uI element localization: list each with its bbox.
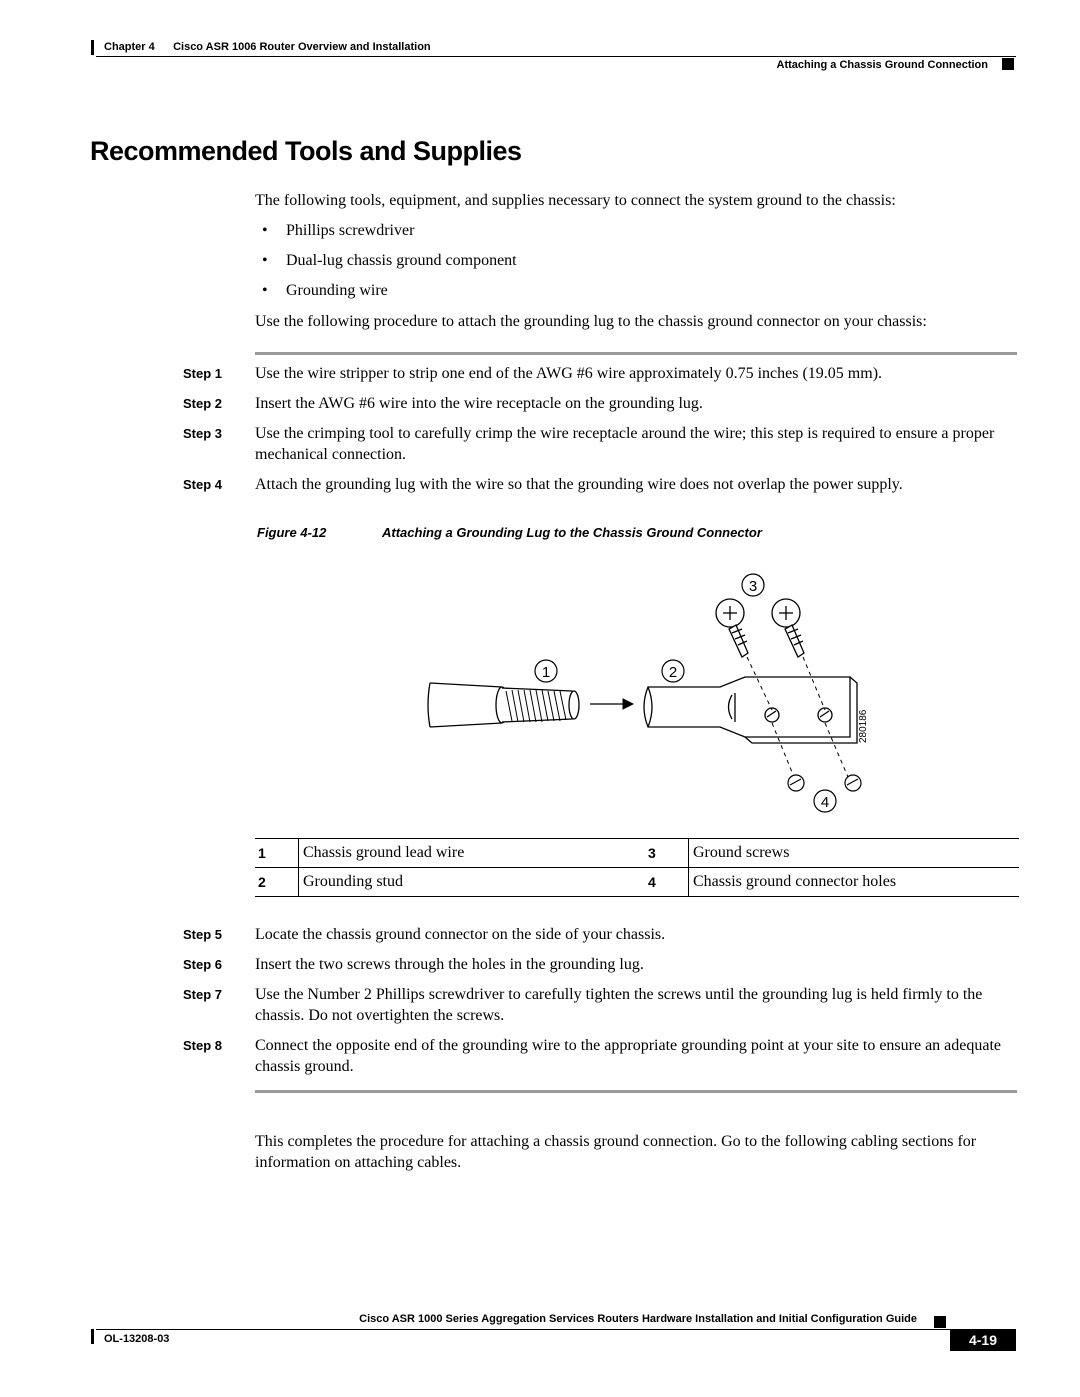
chapter-header: Chapter 4 Cisco ASR 1006 Router Overview and Installation bbox=[104, 41, 431, 53]
grounding-lug-illustration bbox=[420, 565, 880, 820]
ground-lead-wire bbox=[428, 683, 579, 727]
step-label: Step 5 bbox=[183, 927, 223, 942]
step-text: Insert the AWG #6 wire into the wire receptacle on the grounding lug. bbox=[255, 395, 703, 412]
legend-number: 4 bbox=[648, 874, 656, 890]
bullet-item: • Grounding wire bbox=[262, 282, 388, 299]
intro-paragraph: The following tools, equipment, and supplies necessary to connect the system ground to the chassis: bbox=[255, 192, 896, 209]
page-number: 4-19 bbox=[950, 1329, 1016, 1351]
footer-bar bbox=[91, 1329, 94, 1344]
figure-legend-table bbox=[255, 838, 1019, 897]
procedure-start-rule bbox=[255, 352, 1017, 355]
procedure-intro: Use the following procedure to attach the grounding lug to the chassis ground connector on your chassis: bbox=[255, 313, 927, 330]
legend-number: 3 bbox=[648, 845, 656, 861]
legend-label: Grounding stud bbox=[299, 868, 646, 897]
step-text: Connect the opposite end of the grounding wire to the appropriate grounding point at your site to ensure an adequate chassis ground. bbox=[255, 1037, 1002, 1075]
art-id: 280186 bbox=[858, 709, 869, 743]
legend-number: 2 bbox=[258, 874, 266, 890]
footer-rule bbox=[96, 1329, 1016, 1330]
step-label: Step 6 bbox=[183, 957, 223, 972]
footer-doc-number: OL-13208-03 bbox=[104, 1333, 170, 1345]
legend-label: Ground screws bbox=[689, 839, 1020, 868]
legend-label: Chassis ground connector holes bbox=[689, 868, 1020, 897]
table-row bbox=[255, 868, 1019, 897]
bullet-text: Grounding wire bbox=[286, 282, 388, 299]
step-label: Step 2 bbox=[183, 396, 223, 411]
callout-1-label: 1 bbox=[541, 664, 551, 681]
bullet-item: • Phillips screwdriver bbox=[262, 222, 415, 239]
callout-3-label: 3 bbox=[748, 578, 758, 595]
bullet-text: Phillips screwdriver bbox=[286, 222, 415, 239]
ground-screws bbox=[716, 599, 804, 657]
step-label: Step 1 bbox=[183, 366, 223, 381]
step-text: Locate the chassis ground connector on the side of your chassis. bbox=[255, 926, 666, 943]
step-text: Insert the two screws through the holes in the grounding lug. bbox=[255, 956, 644, 973]
closing-paragraph: This completes the procedure for attaching a chassis ground connection. Go to the following cabling sections for information on attaching cables. bbox=[255, 1133, 977, 1171]
figure-caption bbox=[257, 525, 762, 540]
step-label: Step 8 bbox=[183, 1038, 223, 1053]
footer-square bbox=[934, 1316, 946, 1328]
header-square bbox=[1002, 58, 1014, 70]
legend-number: 1 bbox=[258, 845, 266, 861]
step-label: Step 3 bbox=[183, 426, 223, 441]
step-label: Step 7 bbox=[183, 987, 223, 1002]
procedure-end-rule bbox=[255, 1090, 1017, 1093]
chassis-ground-holes bbox=[788, 775, 861, 791]
callout-2-label: 2 bbox=[668, 664, 678, 681]
grounding-lug bbox=[644, 677, 857, 743]
step-text: Attach the grounding lug with the wire so that the grounding wire does not overlap the power supply. bbox=[255, 476, 903, 493]
header-rule bbox=[96, 56, 1016, 57]
step-label: Step 4 bbox=[183, 477, 223, 492]
figure-title: Attaching a Grounding Lug to the Chassis Ground Connector bbox=[382, 525, 762, 540]
legend-label: Chassis ground lead wire bbox=[299, 839, 646, 868]
figure-number: Figure 4-12 bbox=[257, 525, 327, 540]
footer-guide-title: Cisco ASR 1000 Series Aggregation Services Routers Hardware Installation and Initial Configuration Guide bbox=[359, 1313, 917, 1325]
step-text: Use the wire stripper to strip one end of the AWG #6 wire approximately 0.75 inches (19.05 mm). bbox=[255, 365, 883, 382]
insert-arrow bbox=[590, 699, 633, 709]
callout-4-label: 4 bbox=[820, 794, 830, 811]
step-text: Use the Number 2 Phillips screwdriver to carefully tighten the screws until the grounding lug is held firmly to the chassis. Do not overtighten the screws. bbox=[255, 986, 983, 1024]
step-text: Use the crimping tool to carefully crimp the wire receptacle around the wire; this step is required to ensure a proper mechanical connection. bbox=[255, 425, 995, 463]
bullet-text: Dual-lug chassis ground component bbox=[286, 252, 517, 269]
section-header: Attaching a Chassis Ground Connection bbox=[776, 59, 988, 71]
bullet-item: • Dual-lug chassis ground component bbox=[262, 252, 517, 269]
page-title: Recommended Tools and Supplies bbox=[90, 136, 522, 166]
table-row bbox=[255, 839, 1019, 868]
header-bar bbox=[91, 40, 94, 55]
